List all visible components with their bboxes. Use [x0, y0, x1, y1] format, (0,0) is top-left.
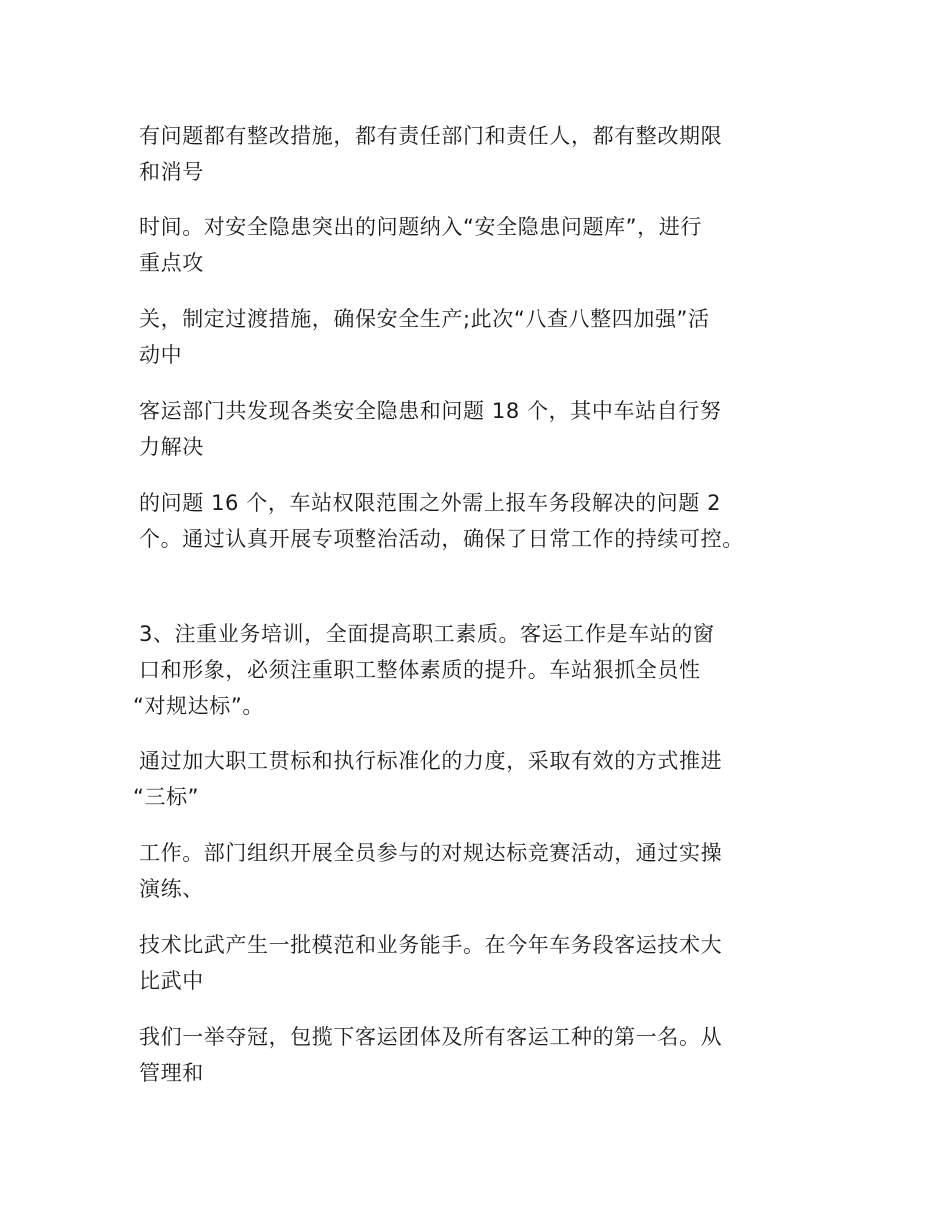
text-line: “三标” [133, 785, 200, 809]
text-line: 重点攻 [139, 251, 204, 275]
text-line: 3、注重业务培训，全面提高职工素质。客运工作是车站的窗 [139, 622, 715, 646]
paragraph-2 [139, 209, 819, 281]
paragraph-9 [139, 927, 819, 999]
paragraph-7 [133, 743, 819, 815]
text-line: 时间。对安全隐患突出的问题纳入“安全隐患问题库”，进行 [139, 215, 702, 239]
text-line: 力解决 [139, 435, 204, 459]
text-line: 有问题都有整改措施，都有责任部门和责任人，都有整改期限 [139, 124, 723, 148]
text-line: 动中 [139, 343, 183, 367]
text-line: 工作。部门组织开展全员参与的对规达标竞赛活动，通过实操 [139, 841, 723, 865]
text-line: 我们一举夺冠，包揽下客运团体及所有客运工种的第一名。从 [139, 1025, 723, 1049]
paragraph-10 [139, 1019, 819, 1091]
text-line: 的问题 16 个，车站权限范围之外需上报车务段解决的问题 2 [139, 491, 722, 515]
text-line: 和消号 [139, 160, 204, 184]
text-line: “对规达标”。 [133, 694, 264, 718]
paragraph-5 [139, 485, 819, 557]
paragraph-6 [133, 616, 819, 724]
text-line: 客运部门共发现各类安全隐患和问题 18 个，其中车站自行努 [139, 399, 722, 423]
text-line: 比武中 [139, 969, 204, 993]
text-line: 技术比武产生一批模范和业务能手。在今年车务段客运技术大 [139, 933, 723, 957]
paragraph-1 [139, 118, 819, 190]
paragraph-8 [139, 835, 819, 907]
text-line: 通过加大职工贯标和执行标准化的力度，采取有效的方式推进 [139, 749, 723, 773]
paragraph-3 [139, 301, 819, 373]
text-line: 管理和 [139, 1061, 204, 1085]
text-line: 个。通过认真开展专项整治活动，确保了日常工作的持续可控。 [139, 527, 744, 551]
paragraph-4 [139, 393, 819, 465]
text-line: 演练、 [139, 877, 204, 901]
text-line: 口和形象，必须注重职工整体素质的提升。车站狠抓全员性 [139, 658, 701, 682]
text-line: 关，制定过渡措施，确保安全生产;此次“八查八整四加强”活 [139, 307, 710, 331]
